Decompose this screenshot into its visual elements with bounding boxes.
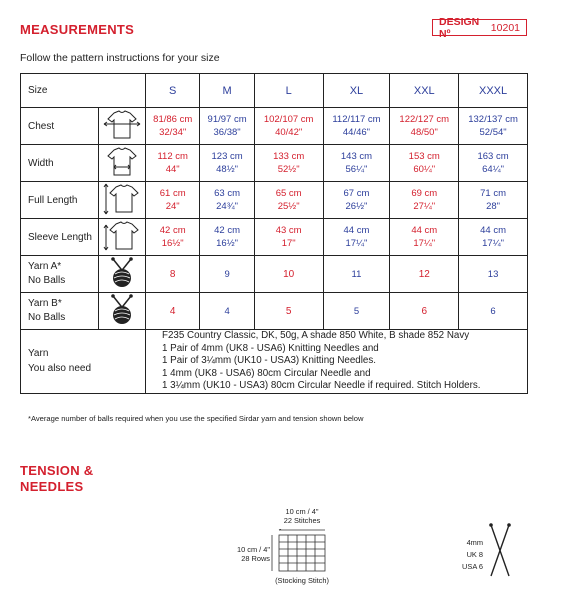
yarn-a-xxxl: 13 (459, 256, 528, 293)
design-number-box (432, 15, 527, 40)
width-xl: 143 cm 56¼" (323, 145, 390, 182)
width-m: 123 cm 48½" (200, 145, 254, 182)
yarn-b-xxxl: 6 (459, 293, 528, 330)
size-xxxl: XXXL (459, 74, 528, 108)
chest-xxxl: 132/137 cm 52/54" (459, 108, 528, 145)
width-garment-icon (99, 145, 146, 182)
yarn-b-xxl: 6 (390, 293, 459, 330)
size-l: L (254, 74, 323, 108)
sleeve-garment-icon (99, 219, 146, 256)
stocking-stitch-label: (Stocking Stitch) (275, 576, 329, 585)
yarn-a-label: Yarn A* No Balls (21, 256, 99, 293)
width-xxl: 153 cm 60¼" (390, 145, 459, 182)
row-label: Sleeve Length (21, 219, 99, 256)
sleeve-m: 42 cm 16½" (200, 219, 254, 256)
yarn-a-row (21, 256, 528, 293)
width-xxxl: 163 cm 64¼" (459, 145, 528, 182)
yarn-b-l: 5 (254, 293, 323, 330)
yarn-ball-icon (99, 293, 146, 330)
width-s: 112 cm 44" (146, 145, 200, 182)
needle-size-label: 4mm UK 8 USA 6 (462, 538, 483, 571)
sleeve-xxxl: 44 cm 17¼" (459, 219, 528, 256)
size-label: Size (21, 74, 146, 108)
size-m: M (200, 74, 254, 108)
measurements-table (20, 73, 528, 394)
size-s: S (146, 74, 200, 108)
chest-xl: 112/117 cm 44/46" (323, 108, 390, 145)
chest-s: 81/86 cm 32/34" (146, 108, 200, 145)
yarn-b-xl: 5 (323, 293, 390, 330)
sleeve-length-row (21, 219, 528, 256)
sleeve-xxl: 44 cm 17¼" (390, 219, 459, 256)
sleeve-s: 42 cm 16½" (146, 219, 200, 256)
chest-garment-icon (99, 108, 146, 145)
chest-l: 102/107 cm 40/42" (254, 108, 323, 145)
yarn-b-s: 4 (146, 293, 200, 330)
length-xl: 67 cm 26½" (323, 182, 390, 219)
subtitle: Follow the pattern instructions for your size (20, 52, 220, 64)
width-row (21, 145, 528, 182)
width-l: 133 cm 52½" (254, 145, 323, 182)
yarn-details-text: F235 Country Classic, DK, 50g, A shade 850 White, B shade 852 Navy 1 Pair of 4mm (UK8 - USA6) Knitting Needles and 1 Pair of 3¼mm (UK10 - USA3) Knitting Needles. 1 4mm (UK8 - USA6) 80cm Circular Needle and 1 3¼mm (UK10 - USA3) 80cm Circular Needle if required. Stitch Holders. (146, 330, 528, 394)
chest-row (21, 108, 528, 145)
length-m: 63 cm 24¾" (200, 182, 254, 219)
size-xl: XL (323, 74, 390, 108)
sleeve-xl: 44 cm 17¼" (323, 219, 390, 256)
yarn-a-l: 10 (254, 256, 323, 293)
length-xxl: 69 cm 27¼" (390, 182, 459, 219)
full-length-row (21, 182, 528, 219)
length-l: 65 cm 25½" (254, 182, 323, 219)
sleeve-l: 43 cm 17" (254, 219, 323, 256)
design-label: DESIGN Nº (439, 15, 480, 40)
tension-grid-icon (271, 529, 333, 573)
yarn-a-xl: 11 (323, 256, 390, 293)
size-xxl: XXL (390, 74, 459, 108)
knitting-needles-icon (487, 522, 515, 578)
yarn-b-label: Yarn B* No Balls (21, 293, 99, 330)
row-label: Chest (21, 108, 99, 145)
yarn-b-row (21, 293, 528, 330)
chest-m: 91/97 cm 36/38" (200, 108, 254, 145)
length-garment-icon (99, 182, 146, 219)
row-label: Width (21, 145, 99, 182)
yarn-a-s: 8 (146, 256, 200, 293)
chest-xxl: 122/127 cm 48/50" (390, 108, 459, 145)
tension-stitches-label: 10 cm / 4" 22 Stitches (283, 507, 321, 525)
length-s: 61 cm 24" (146, 182, 200, 219)
tension-title: TENSION & NEEDLES (20, 463, 94, 494)
yarn-a-m: 9 (200, 256, 254, 293)
footnote: *Average number of balls required when you use the specified Sirdar yarn and tension shown below (28, 414, 364, 423)
page-title: MEASUREMENTS (20, 22, 135, 37)
length-xxxl: 71 cm 28" (459, 182, 528, 219)
row-label: Full Length (21, 182, 99, 219)
yarn-details-row (21, 330, 528, 394)
size-header-row (21, 74, 528, 108)
design-number: 10201 (490, 21, 520, 34)
yarn-a-xxl: 12 (390, 256, 459, 293)
yarn-details-label: Yarn You also need (21, 330, 146, 394)
yarn-ball-icon (99, 256, 146, 293)
tension-rows-label: 10 cm / 4" 28 Rows (236, 545, 270, 563)
yarn-b-m: 4 (200, 293, 254, 330)
